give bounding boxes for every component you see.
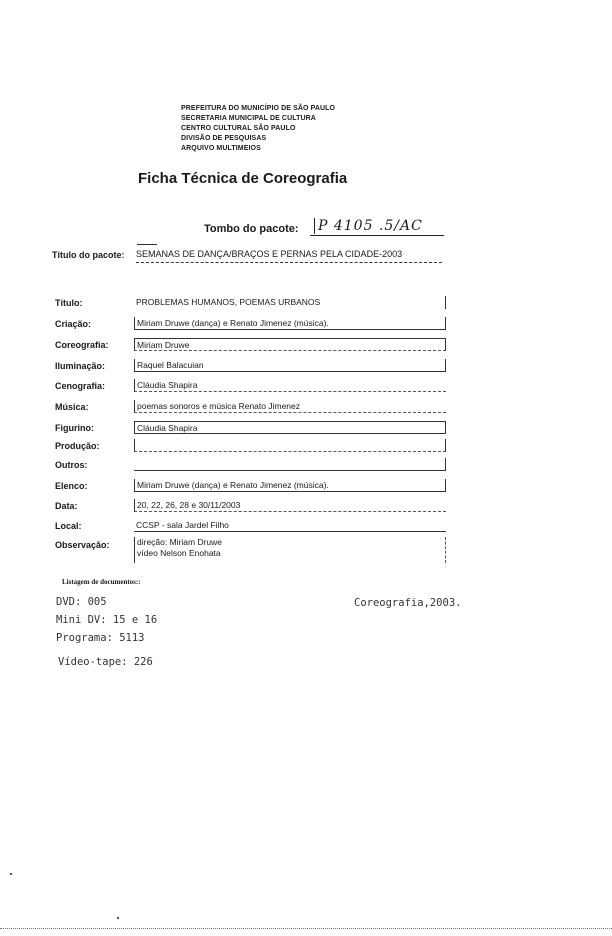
field-value-data: 20, 22, 26, 28 e 30/11/2003 (134, 499, 446, 512)
bracket-mark (314, 218, 315, 234)
field-label-observacao: Observação: (55, 540, 110, 550)
field-label-elenco: Elenco: (55, 481, 88, 491)
field-value-observacao (134, 537, 446, 563)
listagem-dvd: DVD: 005 (56, 596, 107, 608)
pacote-label: Título do pacote: (52, 250, 125, 260)
field-value-iluminacao: Raquel Balacuian (134, 359, 446, 372)
observacao-line-direcao: direção: Miriam Druwe (137, 537, 223, 547)
field-label-cenografia: Cenografia: (55, 381, 106, 391)
field-label-outros: Outros: (55, 460, 88, 470)
header-line: CENTRO CULTURAL SÃO PAULO (181, 125, 296, 132)
header-line: PREFEITURA DO MUNICÍPIO DE SÃO PAULO (181, 105, 336, 112)
field-value-outros (134, 458, 446, 471)
field-label-criacao: Criação: (55, 319, 92, 329)
scan-speck (117, 917, 119, 919)
field-value-cenografia: Cláudia Shapira (134, 379, 446, 392)
field-value-figurino: Cláudia Shapira (134, 421, 446, 434)
tombo-label: Tombo do pacote: (204, 223, 299, 235)
tombo-value (310, 218, 444, 236)
header-line: DIVISÃO DE PESQUISAS (181, 135, 267, 142)
field-label-figurino: Figurino: (55, 423, 94, 433)
pacote-rule (137, 244, 157, 245)
listagem-label: Listagem de documentos:: (62, 578, 141, 586)
field-value-local: CCSP - sala Jardel Filho (134, 519, 446, 532)
listagem-coreografia: Coreografia,2003. (354, 597, 462, 609)
field-label-iluminacao: Iluminação: (55, 361, 106, 371)
listagem-programa: Programa: 5113 (56, 632, 145, 644)
field-label-musica: Música: (55, 402, 89, 412)
header-line: SECRETARIA MUNICIPAL DE CULTURA (181, 115, 316, 122)
field-label-coreografia: Coreografia: (55, 340, 109, 350)
field-value-criacao: Miriam Druwe (dança) e Renato Jimenez (música). (134, 317, 446, 330)
field-label-producao: Produção: (55, 441, 100, 451)
field-value-musica: poemas sonoros e música Renato Jimenez (134, 400, 446, 413)
field-value-titulo: PROBLEMAS HUMANOS, POEMAS URBANOS (134, 296, 446, 309)
page-title: Ficha Técnica de Coreografia (138, 170, 348, 187)
field-label-titulo: Título: (55, 298, 83, 308)
tombo-handwritten: P 4105 .5/AC (318, 218, 423, 234)
listagem-mini-dv: Mini DV: 15 e 16 (56, 614, 158, 626)
pacote-value: SEMANAS DE DANÇA/BRAÇOS E PERNAS PELA CIDADE-2003 (136, 249, 442, 263)
header-line: ARQUIVO MULTIMEIOS (181, 145, 261, 152)
institution-header (181, 104, 335, 154)
field-value-producao (134, 439, 446, 452)
listagem-video-tape: Vídeo-tape: 226 (58, 656, 153, 668)
scan-edge-line (0, 928, 612, 929)
field-label-local: Local: (55, 521, 82, 531)
observacao-line-video: vídeo Nelson Enohata (137, 548, 221, 558)
field-value-elenco: Miriam Druwe (dança) e Renato Jimenez (música). (134, 479, 446, 492)
scan-speck (10, 873, 12, 875)
field-label-data: Data: (55, 501, 78, 511)
field-value-coreografia: Miriam Druwe (134, 338, 446, 351)
